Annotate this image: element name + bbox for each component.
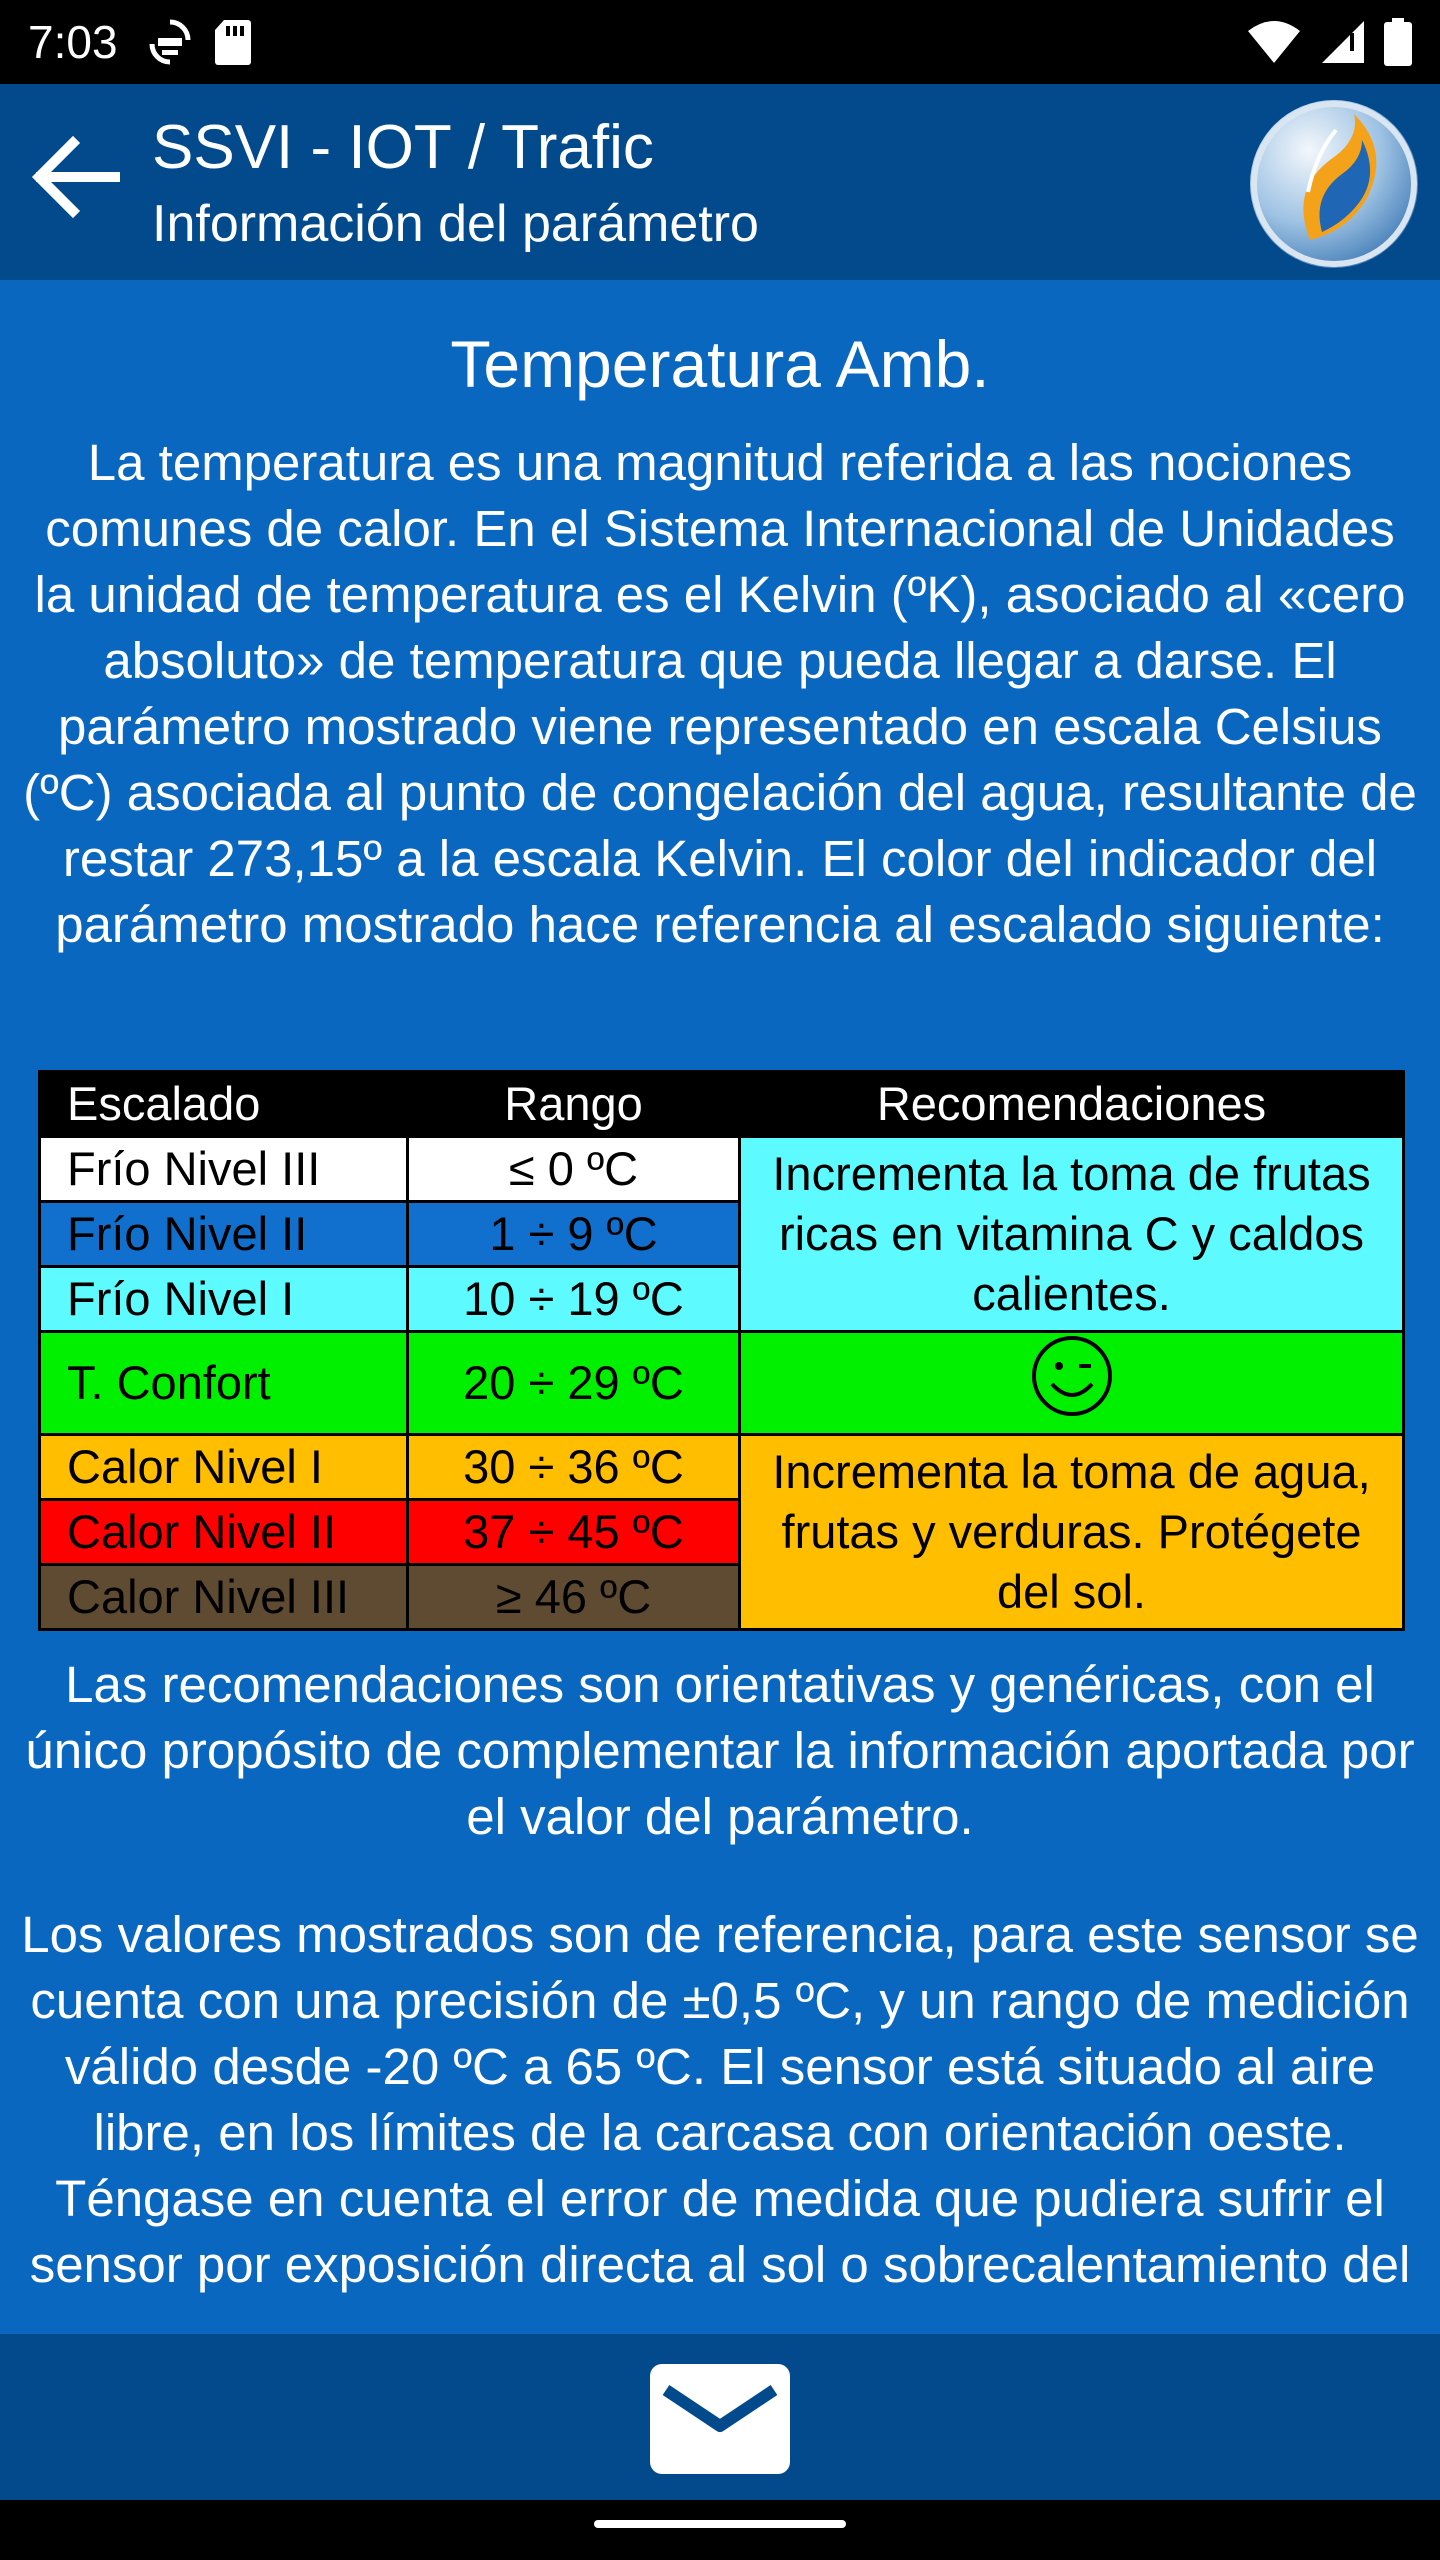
range-cell: 30 ÷ 36 ºC	[408, 1435, 740, 1500]
app-logo-icon	[1250, 100, 1418, 268]
parameter-title: Temperatura Amb.	[450, 327, 990, 401]
app-title: SSVI - IOT / Trafic	[152, 113, 654, 182]
range-cell: ≤ 0 ºC	[408, 1137, 740, 1202]
status-time: 7:03	[28, 16, 118, 68]
intro-paragraph: La temperatura es una magnitud referida a las nociones comunes de calor. En el Sistema Internacional de Unidades la unidad de temperatura es el Kelvin (ºK), asociado al «cero absoluto» de temperatura que pueda llegar a darse. El parámetro mostrado viene representado en escala Celsius (ºC) asociada al punto de congelación del agua, resultante de restar 273,15º a la escala Kelvin. El color del indicador del parámetro mostrado hace referencia al escalado siguiente:	[23, 434, 1417, 953]
header-escalado: Escalado	[40, 1072, 408, 1137]
recommendation-heat: Incrementa la toma de agua, frutas y verduras. Protégete del sol.	[740, 1435, 1404, 1630]
app-bar	[0, 84, 1440, 280]
range-cell: 10 ÷ 19 ºC	[408, 1267, 740, 1332]
smiley-face-icon	[1030, 1334, 1114, 1432]
recommendation-cold: Incrementa la toma de frutas ricas en vitamina C y caldos calientes.	[740, 1137, 1404, 1332]
level-cell: Calor Nivel II	[40, 1500, 408, 1565]
table-row	[40, 1332, 1404, 1435]
home-indicator[interactable]	[594, 2520, 846, 2528]
battery-icon	[1384, 18, 1412, 71]
level-cell: Frío Nivel II	[40, 1202, 408, 1267]
arrow-left-icon	[27, 129, 123, 230]
back-button[interactable]	[20, 124, 130, 234]
sync-icon	[148, 18, 192, 71]
status-left-icons	[148, 18, 252, 71]
recommendation-comfort	[740, 1332, 1404, 1435]
navigation-bar	[0, 2500, 1440, 2560]
mail-button[interactable]	[650, 2364, 790, 2474]
status-bar	[0, 0, 1440, 84]
header-recomendaciones: Recomendaciones	[740, 1072, 1404, 1137]
scale-table	[38, 1070, 1405, 1631]
level-cell: Frío Nivel III	[40, 1137, 408, 1202]
level-cell: Calor Nivel I	[40, 1435, 408, 1500]
range-cell: 37 ÷ 45 ºC	[408, 1500, 740, 1565]
content-area[interactable]	[0, 280, 1440, 2334]
range-cell: ≥ 46 ºC	[408, 1565, 740, 1630]
table-row	[40, 1435, 1404, 1500]
header-rango: Rango	[408, 1072, 740, 1137]
level-cell: Frío Nivel I	[40, 1267, 408, 1332]
status-right-icons	[1246, 18, 1412, 71]
table-header-row	[40, 1072, 1404, 1137]
app-subtitle: Información del parámetro	[152, 195, 759, 253]
sd-card-icon	[214, 18, 252, 71]
wifi-icon	[1246, 19, 1302, 70]
range-cell: 20 ÷ 29 ºC	[408, 1332, 740, 1435]
bottom-bar	[0, 2334, 1440, 2500]
recommendations-note: Las recomendaciones son orientativas y genéricas, con el único propósito de complementar la información aportada por el valor del parámetro.	[25, 1656, 1415, 1845]
level-cell: T. Confort	[40, 1332, 408, 1435]
cell-signal-icon	[1320, 19, 1366, 70]
range-cell: 1 ÷ 9 ºC	[408, 1202, 740, 1267]
level-cell: Calor Nivel III	[40, 1565, 408, 1630]
mail-icon	[660, 2382, 780, 2457]
table-row	[40, 1137, 1404, 1202]
sensor-info-paragraph: Los valores mostrados son de referencia, para este sensor se cuenta con una precisión de ±0,5 ºC, y un rango de medición válido desde -20 ºC a 65 ºC. El sensor está situado al aire libre, en los límites de la carcasa con orientación oeste. Téngase en cuenta el error de medida que pudiera sufrir el sensor por exposición directa al sol o sobrecalentamiento del	[21, 1906, 1419, 2293]
